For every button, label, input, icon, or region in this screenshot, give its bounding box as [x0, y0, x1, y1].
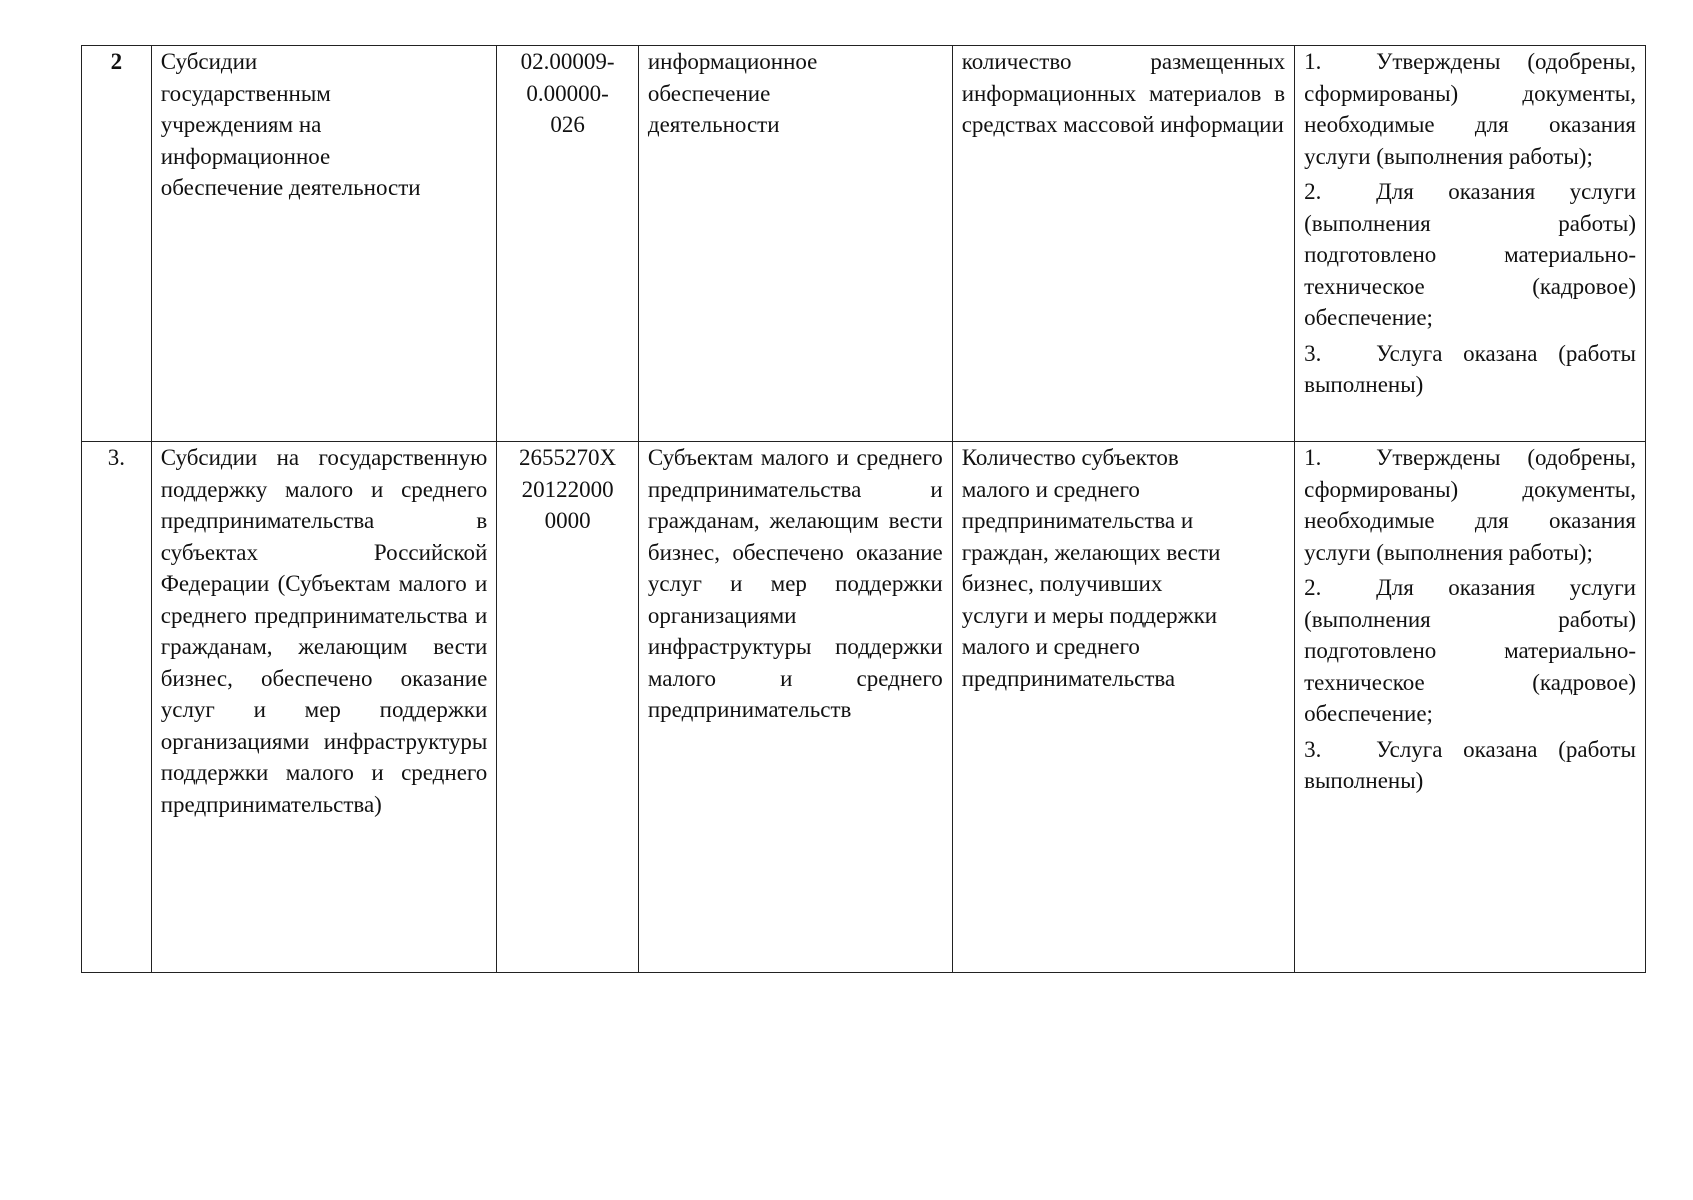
- content-cell: [638, 46, 952, 442]
- stage-item: [1304, 734, 1636, 797]
- stage-text: Утверждены (одобрены, сформированы) документы, необходимые для оказания услуги (выполнения работы);: [1304, 49, 1636, 169]
- code-line: 0.00000-: [526, 80, 609, 106]
- indicator-line: предпринимательства и: [961, 508, 1194, 533]
- code-cell: [497, 442, 639, 973]
- subsidy-name-cell: [151, 46, 497, 442]
- row-number-cell: [82, 46, 152, 442]
- indicator-line: бизнес, получивших: [961, 571, 1163, 596]
- stage-item: [1304, 572, 1636, 730]
- stages-cell: [1295, 442, 1646, 973]
- code-line: 2655270X: [519, 445, 617, 470]
- services-table: [81, 45, 1646, 973]
- stage-text: Утверждены (одобрены, сформированы) документы, необходимые для оказания услуги (выполнения работы);: [1304, 445, 1636, 565]
- subsidy-name: Субсидии на государственную поддержку малого и среднего предпринимательства в субъектах Российской Федерации (Субъектам малого и среднего предпринимательства и гражданам, желающим вести бизнес, обеспечено оказание услуг и мер поддержки организациями инфраструктуры поддержки малого и среднего предпринимательства): [160, 445, 488, 817]
- indicator-cell: [952, 46, 1294, 442]
- stage-number: 3.: [1304, 736, 1322, 762]
- content-text: Субъектам малого и среднего предпринимательства и гражданам, желающим вести бизнес, обеспечено оказание услуг и мер поддержки организациями инфраструктуры поддержки малого и среднего предпринимательств: [647, 445, 943, 722]
- code-line: 0000: [544, 508, 591, 533]
- name-line: обеспечение деятельности: [160, 175, 421, 200]
- code-line: 02.00009-: [520, 49, 615, 74]
- stage-number: 1.: [1304, 445, 1322, 470]
- code-cell: [497, 46, 639, 442]
- stage-text: Услуга оказана (работы выполнены): [1304, 736, 1636, 793]
- stage-text: Для оказания услуги (выполнения работы) подготовлено материально-техническое (кадровое) обеспечение;: [1304, 575, 1636, 726]
- content-line: информационное: [647, 49, 818, 74]
- indicator-line: граждан, желающих вести: [961, 539, 1221, 565]
- indicator-line: Количество субъектов: [961, 445, 1179, 470]
- content-cell: [638, 442, 952, 973]
- indicator-line: услуги и меры поддержки: [961, 602, 1218, 628]
- table-row: [82, 46, 1646, 442]
- code-line: 20122000: [521, 476, 614, 502]
- indicator-text: количество размещенных информационных материалов в средствах массовой информации: [961, 49, 1286, 137]
- code-line: 026: [550, 112, 585, 137]
- indicator-line: предпринимательства: [961, 665, 1176, 691]
- row-number: 3.: [107, 445, 125, 470]
- row-number-cell: [82, 442, 152, 973]
- stages-cell: [1295, 46, 1646, 442]
- stage-text: Для оказания услуги (выполнения работы) подготовлено материально-техническое (кадровое) обеспечение;: [1304, 179, 1636, 330]
- content-line: обеспечение: [647, 80, 771, 106]
- indicator-line: малого и среднего: [961, 476, 1140, 502]
- stage-item: [1304, 338, 1636, 401]
- stage-number: 1.: [1304, 49, 1322, 74]
- name-line: государственным: [160, 80, 331, 106]
- stage-number: 2.: [1304, 179, 1322, 204]
- content-line: деятельности: [647, 112, 780, 137]
- name-line: Субсидии: [160, 49, 258, 74]
- stage-number: 2.: [1304, 575, 1322, 600]
- name-line: информационное: [160, 143, 331, 169]
- name-line: учреждениям на: [160, 112, 322, 137]
- indicator-cell: [952, 442, 1294, 973]
- stage-item: [1304, 442, 1636, 568]
- stage-text: Услуга оказана (работы выполнены): [1304, 340, 1636, 397]
- subsidy-name-cell: [151, 442, 497, 973]
- row-number: 2: [110, 49, 123, 74]
- table-row: [82, 442, 1646, 973]
- stage-item: [1304, 176, 1636, 334]
- indicator-line: малого и среднего: [961, 634, 1140, 659]
- stage-item: [1304, 46, 1636, 172]
- stage-number: 3.: [1304, 340, 1322, 366]
